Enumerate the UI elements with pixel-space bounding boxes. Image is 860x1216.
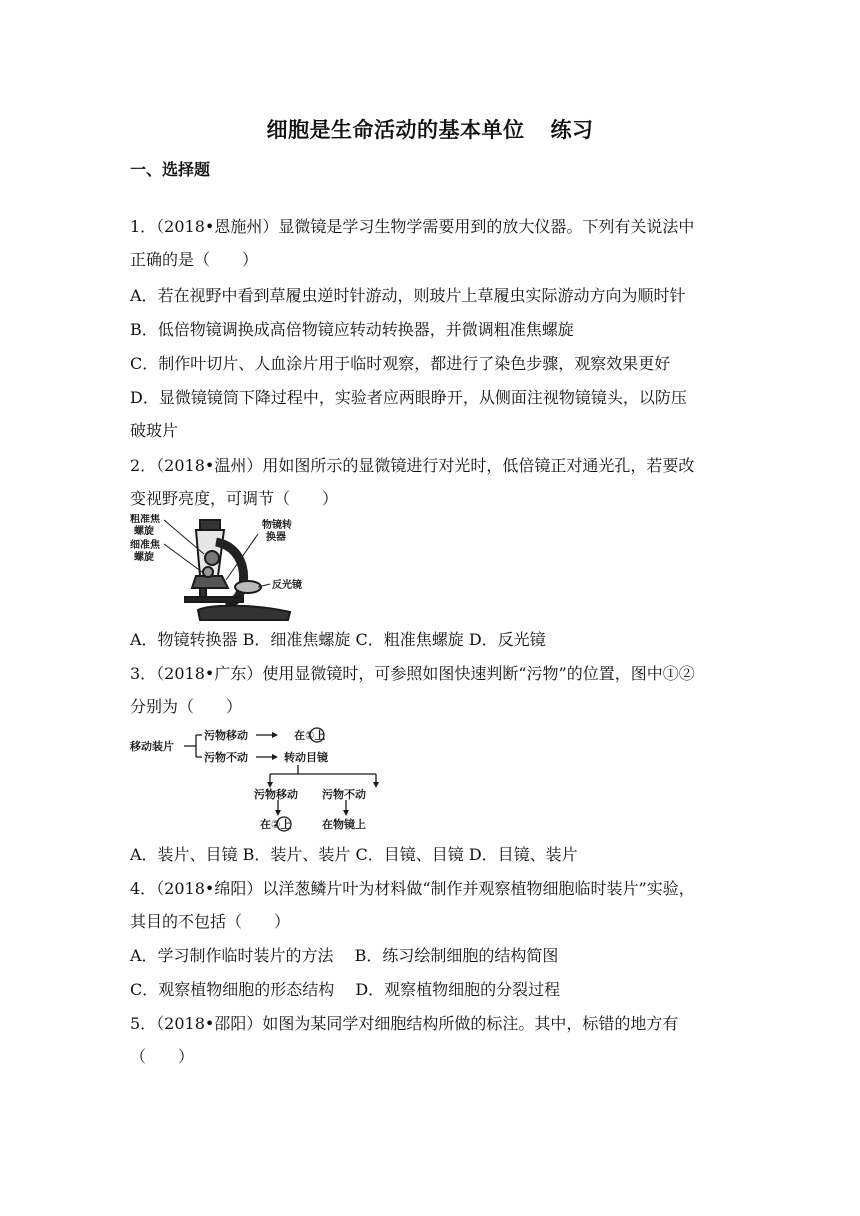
q1-option-b: B．低倍物镜调换成高倍物镜应转动转换器，并微调粗准焦螺旋 (130, 320, 574, 339)
stage-shape (185, 597, 243, 602)
flow-dirt-stays-2: 污物不动 (322, 788, 366, 801)
q1-stem-line-1: 1．（2018•恩施州）显微镜是学习生物学需要用到的放大仪器。下列有关说法中 (130, 217, 695, 236)
nosepiece-shape (192, 576, 228, 588)
q2-stem-line-2: 变视野亮度，可调节（ ） (130, 489, 339, 508)
q4-options-row-1: A．学习制作临时装片的方法 B．练习绘制细胞的结构简图 (130, 946, 559, 965)
objective-shape (200, 588, 206, 597)
q1-stem-line-2: 正确的是（ ） (130, 250, 259, 269)
mirror-shape (235, 581, 261, 593)
q5-stem-line-2: （ ） (130, 1047, 195, 1066)
base-shape (198, 606, 290, 620)
flow-on-1: 在①上 (294, 729, 326, 742)
label-mirror: 反光镜 (272, 580, 302, 591)
q2-options: A．物镜转换器 B．细准焦螺旋 C．粗准焦螺旋 D．反光镜 (130, 630, 546, 649)
page-title (0, 114, 860, 144)
flow-dirt-moves-2: 污物移动 (254, 788, 298, 801)
q1-option-a: A．若在视野中看到草履虫逆时针游动，则玻片上草履虫实际游动方向为顺时针 (130, 286, 686, 305)
coarse-knob-shape (205, 551, 219, 565)
q3-options: A．装片、目镜 B．装片、装片 C．目镜、目镜 D．目镜、装片 (130, 845, 578, 864)
q4-options-row-2: C．观察植物细胞的形态结构 D．观察植物细胞的分裂过程 (130, 980, 561, 999)
q2-stem-line-1: 2．（2018•温州）用如图所示的显微镜进行对光时，低倍镜正对通光孔，若要改 (130, 456, 695, 475)
flow-on-2: 在②上 (260, 818, 292, 831)
section-heading: 一、选择题 (130, 160, 211, 179)
arrowhead-5 (275, 810, 281, 816)
label-coarse-1: 粗准焦 (130, 514, 160, 525)
flow-rotate-eyepiece: 转动目镜 (284, 751, 328, 764)
flow-dirt-moves-1: 污物移动 (204, 729, 248, 742)
microscope-figure (130, 514, 320, 624)
label-coarse-2: 螺旋 (134, 526, 154, 537)
label-nosepiece-2: 换器 (266, 532, 286, 543)
q3-stem-line-2: 分别为（ ） (130, 697, 243, 716)
title-suffix: 练习 (550, 118, 594, 142)
flow-move-slide: 移动装片 (130, 740, 174, 753)
fine-knob-shape (203, 567, 213, 577)
flow-dirt-stays-1: 污物不动 (204, 751, 248, 764)
label-nosepiece-1: 物镜转 (262, 520, 292, 531)
dirt-location-flowchart (130, 724, 400, 836)
flow-on-objective: 在物镜上 (322, 818, 366, 831)
leader-fine (164, 544, 202, 572)
q4-stem-line-2: 其目的不包括（ ） (130, 912, 291, 931)
arrowhead-6 (343, 810, 349, 816)
q3-stem-line-1: 3．（2018•广东）使用显微镜时，可参照如图快速判断“污物”的位置，图中①② (130, 664, 695, 683)
q1-option-d-cont: 破玻片 (130, 421, 179, 440)
label-fine-1: 细准焦 (130, 540, 160, 551)
q5-stem-line-1: 5．（2018•邵阳）如图为某同学对细胞结构所做的标注。其中，标错的地方有 (130, 1014, 679, 1033)
arrowhead-4 (373, 782, 379, 788)
arrowhead-1 (272, 732, 278, 738)
arrowhead-2 (272, 754, 278, 760)
label-fine-2: 螺旋 (134, 552, 154, 563)
q1-option-c: C．制作叶切片、人血涂片用于临时观察，都进行了染色步骤，观察效果更好 (130, 354, 671, 373)
title-main: 细胞是生命活动的基本单位 (266, 118, 525, 142)
q1-option-d: D．显微镜镜筒下降过程中，实验者应两眼睁开，从侧面注视物镜镜头，以防压 (130, 388, 687, 407)
eyepiece-shape (200, 520, 220, 530)
q4-stem-line-1: 4．（2018•绵阳）以洋葱鳞片叶为材料做“制作并观察植物细胞临时装片”实验， (130, 879, 695, 898)
